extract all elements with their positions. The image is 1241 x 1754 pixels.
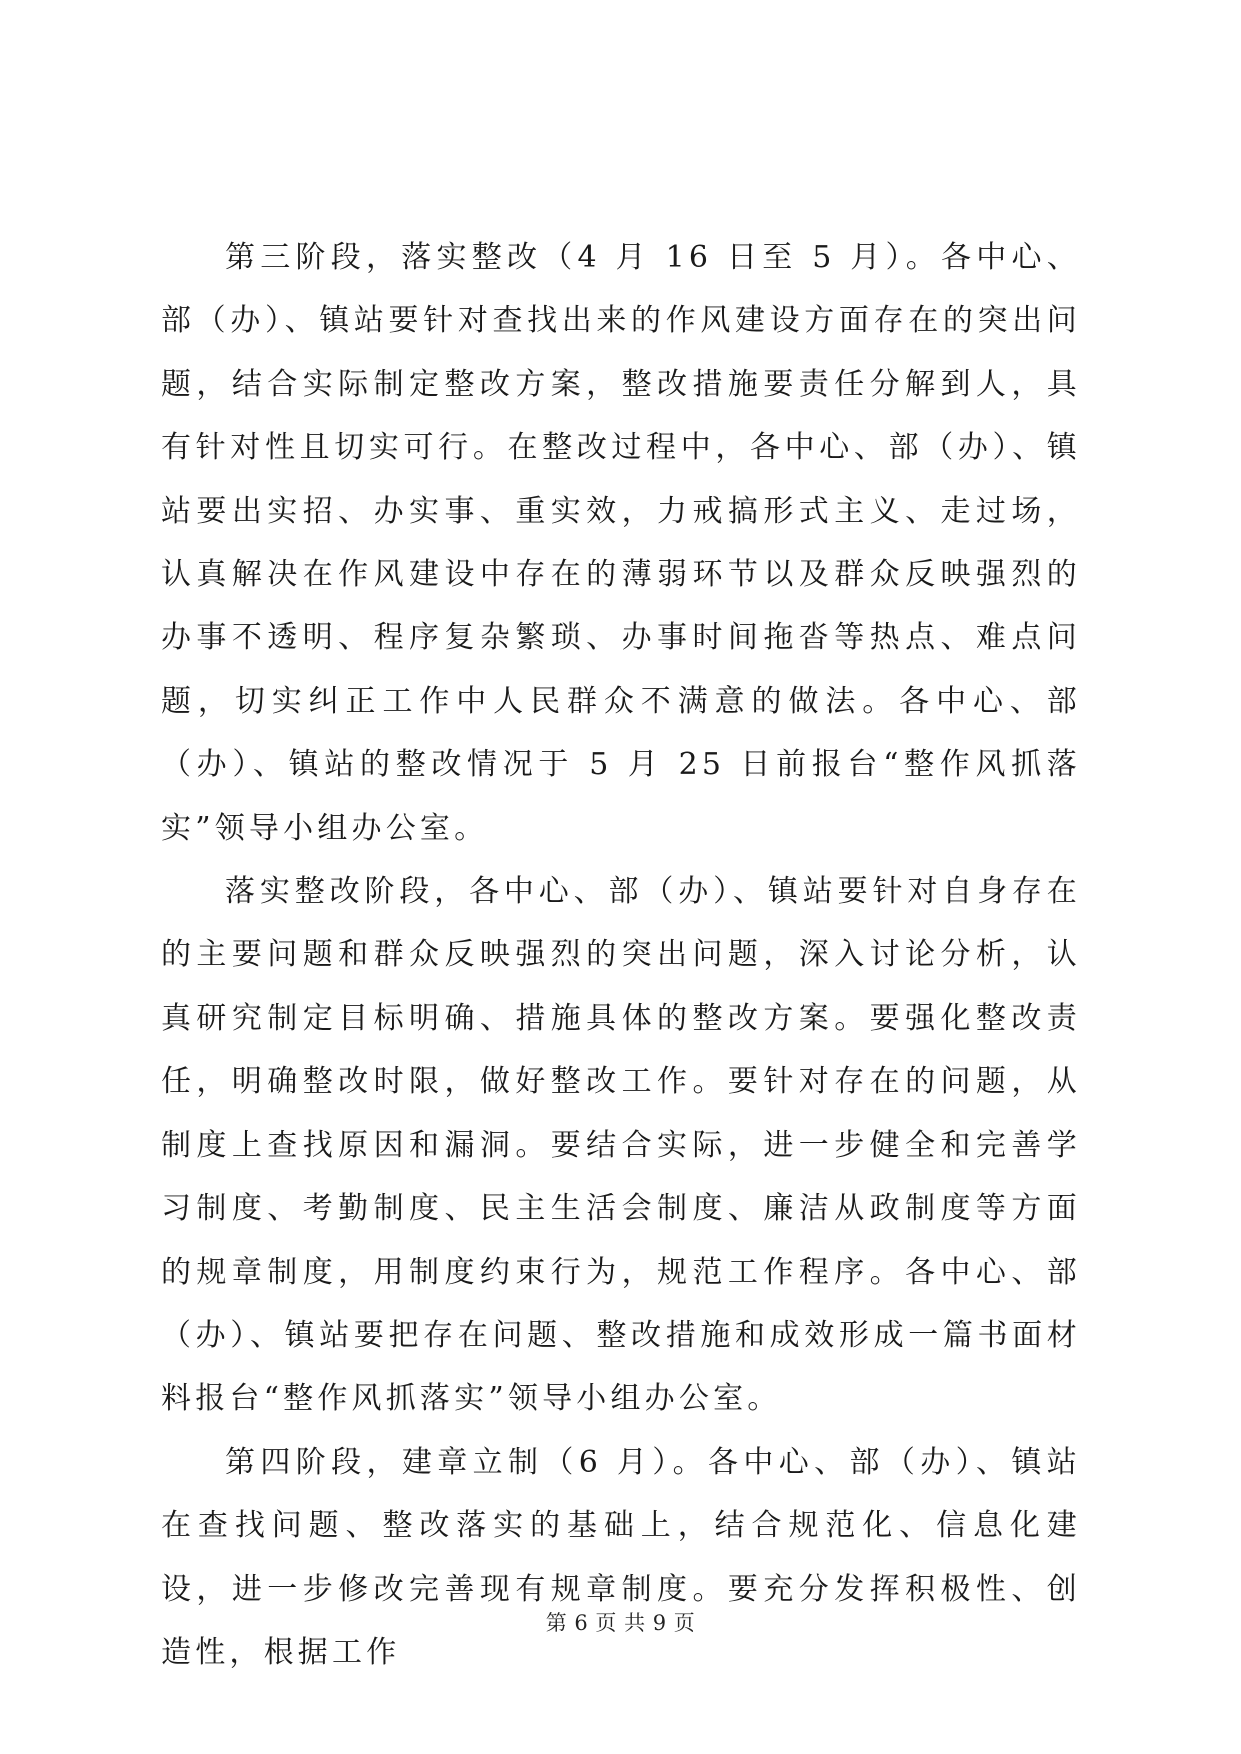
paragraph-stage-four: 第四阶段，建章立制（6 月）。各中心、部（办）、镇站在查找问题、整改落实的基础上，结合规范化、信息化建设，进一步修改完善现有规章制度。要充分发挥积极性、创造性，根据工作 [161,1444,1081,1670]
page-number-footer: 第 6 页 共 9 页 [545,1611,696,1635]
paragraph-rectification: 落实整改阶段，各中心、部（办）、镇站要针对自身存在的主要问题和群众反映强烈的突出问题，深入讨论分析，认真研究制定目标明确、措施具体的整改方案。要强化整改责任，明确整改时限，做好整改工作。要针对存在的问题，从制度上查找原因和漏洞。要结合实际，进一步健全和完善学习制度、考勤制度、民主生活会制度、廉洁从政制度等方面的规章制度，用制度约束行为，规范工作程序。各中心、部（办）、镇站要把存在问题、整改措施和成效形成一篇书面材料报台“整作风抓落实”领导小组办公室。 [161,874,1081,1417]
paragraph-stage-three: 第三阶段，落实整改（4 月 16 日至 5 月）。各中心、部（办）、镇站要针对查找出来的作风建设方面存在的突出问题，结合实际制定整改方案，整改措施要责任分解到人，具有针对性且切实可行。在整改过程中，各中心、部（办）、镇站要出实招、办实事、重实效，力戒搞形式主义、走过场，认真解决在作风建设中存在的薄弱环节以及群众反映强烈的办事不透明、程序复杂繁琐、办事时间拖沓等热点、难点问题，切实纠正工作中人民群众不满意的做法。各中心、部（办）、镇站的整改情况于 5 月 25 日前报台“整作风抓落实”领导小组办公室。 [161,240,1081,846]
document-body [161,226,1081,1684]
